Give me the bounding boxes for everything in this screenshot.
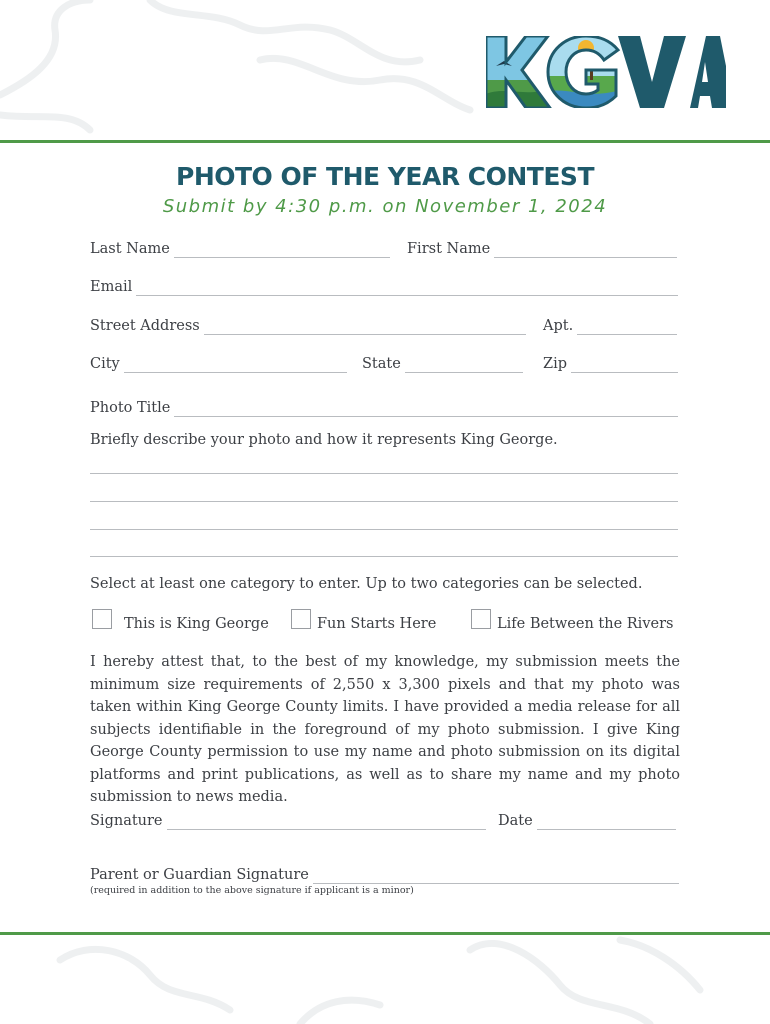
kgva-logo [486,36,726,108]
state-label: State [362,356,401,372]
guardian-signature-line[interactable] [313,870,679,884]
state-line[interactable] [405,359,523,373]
photo-title-line[interactable] [174,403,678,417]
category-label: Fun Starts Here [317,616,437,632]
date-label: Date [498,813,533,829]
apt-label: Apt. [543,318,574,334]
top-rule [0,140,770,143]
city-line[interactable] [124,359,347,373]
description-line[interactable] [90,529,678,530]
state-field[interactable] [362,351,523,373]
category-checkbox-this-is-king-george[interactable] [92,609,112,629]
date-field[interactable] [498,808,676,830]
category-label: This is King George [124,616,269,632]
signature-label: Signature [90,813,163,829]
last-name-label: Last Name [90,241,170,257]
first-name-line[interactable] [494,244,677,258]
first-name-label: First Name [407,241,491,257]
category-checkbox-life-between-the-rivers[interactable] [471,609,491,629]
category-prompt: Select at least one category to enter. Up to two categories can be selected. [90,576,643,592]
photo-title-field[interactable] [90,395,678,417]
description-line[interactable] [90,556,678,557]
email-line[interactable] [136,282,678,296]
apt-line[interactable] [577,321,677,335]
guardian-signature-field[interactable] [90,862,679,884]
last-name-line[interactable] [174,244,390,258]
zip-field[interactable] [543,351,678,373]
email-label: Email [90,279,133,295]
attestation-paragraph: I hereby attest that, to the best of my knowledge, my submission meets the minimum size requirements of 2,550 x 3,300 pixels and that my photo was taken within King George County limits. I have provided a media release for all subjects identifiable in the foreground of my photo submission. I give King George County permission to use my name and photo submission on its digital platforms and print publications, as well as to share my name and my photo submission to news media. [90,654,680,805]
photo-title-label: Photo Title [90,400,171,416]
street-address-line[interactable] [204,321,526,335]
date-line[interactable] [537,816,676,830]
email-field[interactable] [90,274,678,296]
last-name-field[interactable] [90,236,390,258]
city-label: City [90,356,120,372]
first-name-field[interactable] [407,236,677,258]
page-title: PHOTO OF THE YEAR CONTEST [176,162,594,191]
description-line[interactable] [90,473,678,474]
street-address-label: Street Address [90,318,200,334]
signature-line[interactable] [167,816,486,830]
guardian-note: (required in addition to the above signature if applicant is a minor) [90,885,414,896]
street-address-field[interactable] [90,313,526,335]
describe-prompt: Briefly describe your photo and how it represents King George. [90,432,558,448]
signature-field[interactable] [90,808,486,830]
zip-label: Zip [543,356,567,372]
bottom-rule [0,932,770,935]
guardian-signature-label: Parent or Guardian Signature [90,867,309,883]
zip-line[interactable] [571,359,678,373]
description-line[interactable] [90,501,678,502]
submission-deadline: Submit by 4:30 p.m. on November 1, 2024 [162,196,608,217]
city-field[interactable] [90,351,347,373]
category-checkbox-fun-starts-here[interactable] [291,609,311,629]
category-label: Life Between the Rivers [497,616,674,632]
apt-field[interactable] [543,313,677,335]
